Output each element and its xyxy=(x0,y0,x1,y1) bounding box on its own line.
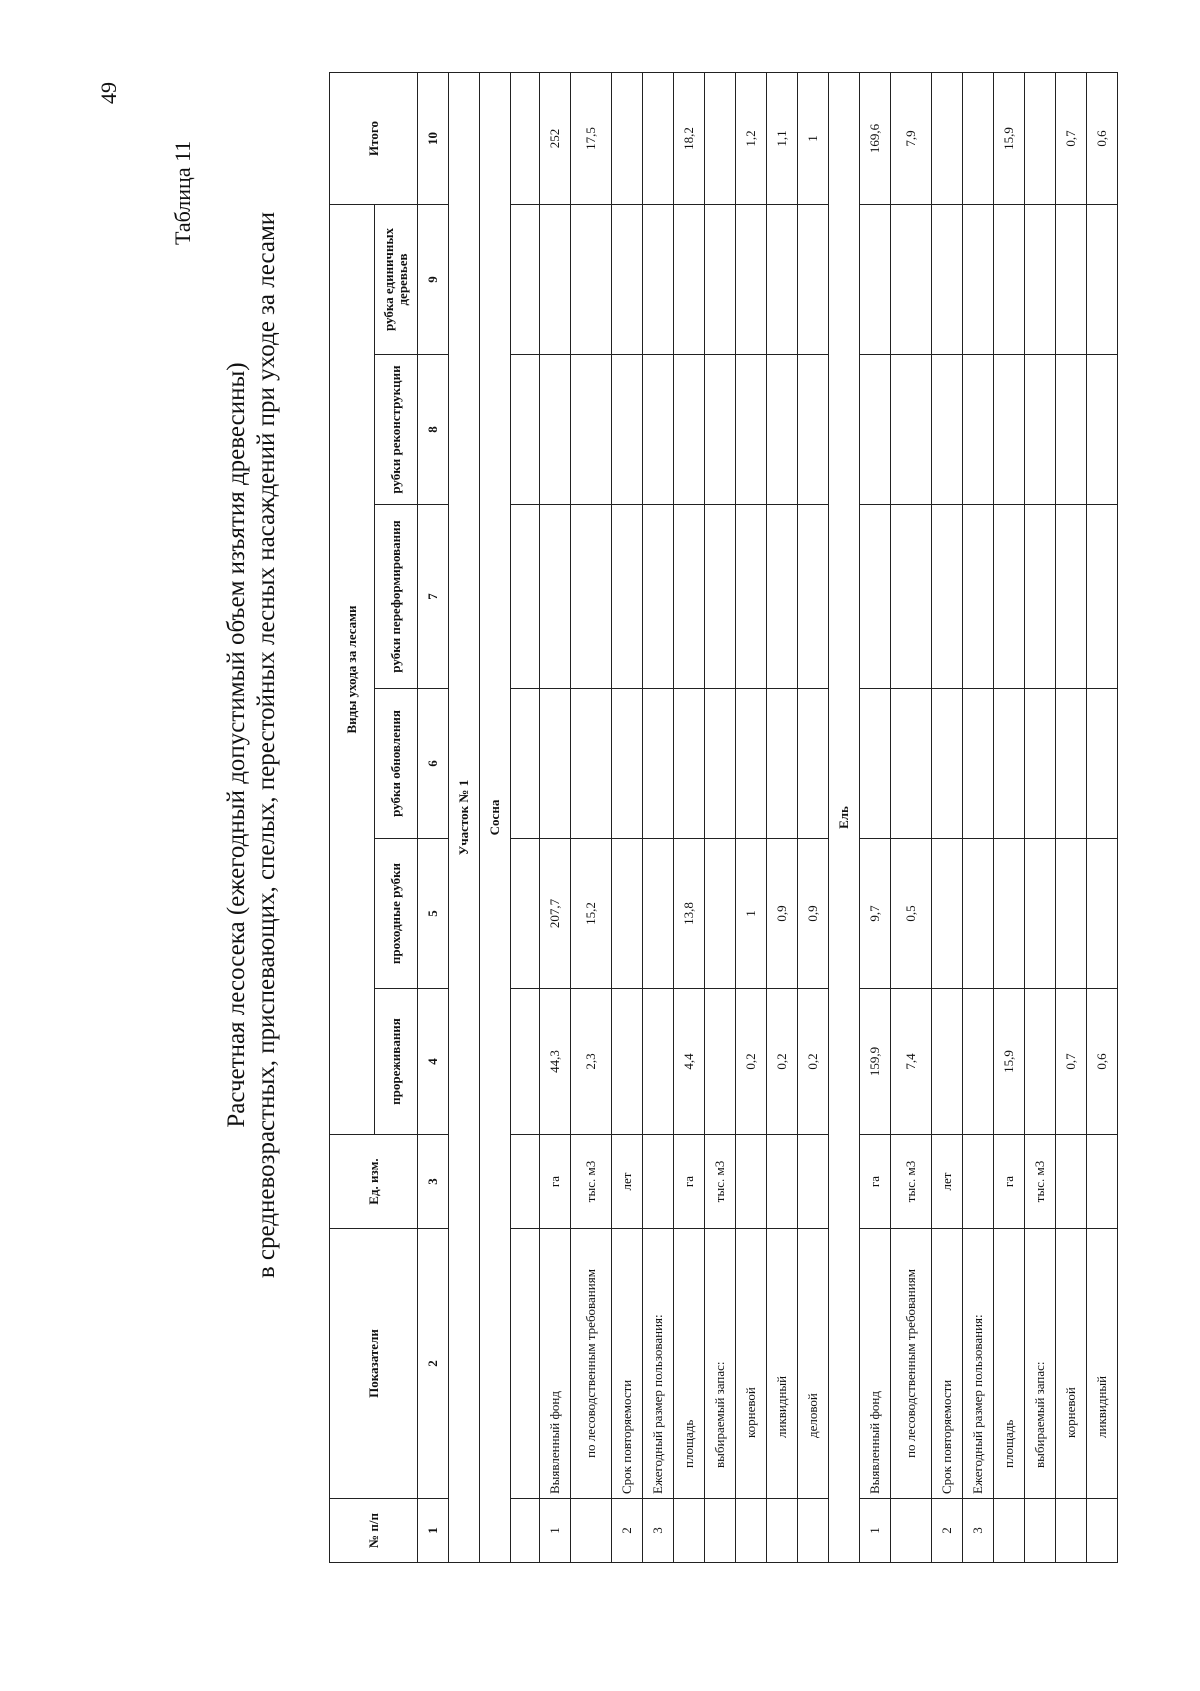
indicator-cell: Выявленный фонд xyxy=(860,1229,891,1499)
indicator-cell: выбираемый запас: xyxy=(705,1229,736,1499)
reform-value-cell xyxy=(932,505,963,689)
reform-value-cell xyxy=(1056,505,1087,689)
total-value-cell xyxy=(612,72,643,204)
thinning-value-cell: 0,2 xyxy=(736,989,767,1135)
reform-value-cell xyxy=(860,505,891,689)
total-value-cell: 0,6 xyxy=(1087,72,1118,204)
unit-cell xyxy=(1056,1135,1087,1229)
header-passage: проходные рубки xyxy=(375,839,418,989)
thinning-value-cell: 15,9 xyxy=(994,989,1025,1135)
single-trees-value-cell xyxy=(612,204,643,354)
total-value-cell xyxy=(1025,72,1056,204)
thinning-value-cell xyxy=(643,989,674,1135)
header-reconstruction: рубки реконструкции xyxy=(375,355,418,505)
total-value-cell: 1,2 xyxy=(736,72,767,204)
indicator-cell: корневой xyxy=(736,1229,767,1499)
reform-value-cell xyxy=(798,505,829,689)
table-row xyxy=(963,72,994,1562)
unit-cell: лет xyxy=(932,1135,963,1229)
reform-value-cell xyxy=(511,505,540,689)
column-number-cell: 9 xyxy=(418,204,449,354)
total-value-cell: 169,6 xyxy=(860,72,891,204)
total-value-cell: 17,5 xyxy=(571,72,612,204)
reconstruction-value-cell xyxy=(994,355,1025,505)
reform-value-cell xyxy=(1025,505,1056,689)
renewal-value-cell xyxy=(705,689,736,839)
renewal-value-cell xyxy=(1087,689,1118,839)
reconstruction-value-cell xyxy=(767,355,798,505)
row-number-cell xyxy=(1025,1499,1056,1563)
reconstruction-value-cell xyxy=(571,355,612,505)
thinning-value-cell: 0,6 xyxy=(1087,989,1118,1135)
single-trees-value-cell xyxy=(1087,204,1118,354)
reform-value-cell xyxy=(1087,505,1118,689)
reform-value-cell xyxy=(994,505,1025,689)
reconstruction-value-cell xyxy=(860,355,891,505)
indicator-cell: по лесоводственным требованиям xyxy=(571,1229,612,1499)
column-number-cell: 2 xyxy=(418,1229,449,1499)
header-unit: Ед. изм. xyxy=(330,1135,418,1229)
passage-value-cell xyxy=(1087,839,1118,989)
plot-title: Участок № 1 xyxy=(449,72,480,1562)
indicator-cell: по лесоводственным требованиям xyxy=(891,1229,932,1499)
row-number-cell xyxy=(736,1499,767,1563)
table-row xyxy=(891,72,932,1562)
passage-value-cell xyxy=(511,839,540,989)
unit-cell: тыс. м3 xyxy=(705,1135,736,1229)
reconstruction-value-cell xyxy=(932,355,963,505)
table-label: Таблица 11 xyxy=(170,140,195,245)
reconstruction-value-cell xyxy=(612,355,643,505)
header-num: № п/п xyxy=(330,1499,418,1563)
row-number-cell xyxy=(798,1499,829,1563)
allowable-cut-table xyxy=(329,72,1118,1563)
unit-cell xyxy=(1087,1135,1118,1229)
single-trees-value-cell xyxy=(1025,204,1056,354)
species-row xyxy=(480,72,511,1562)
total-value-cell: 1 xyxy=(798,72,829,204)
passage-value-cell: 13,8 xyxy=(674,839,705,989)
table-row xyxy=(1025,72,1056,1562)
reform-value-cell xyxy=(540,505,571,689)
total-value-cell: 0,7 xyxy=(1056,72,1087,204)
page-number: 49 xyxy=(96,82,121,104)
reconstruction-value-cell xyxy=(1056,355,1087,505)
single-trees-value-cell xyxy=(932,204,963,354)
header-reform: рубки переформирования xyxy=(375,505,418,689)
plot-title-row xyxy=(449,72,480,1562)
indicator-cell: Ежегодный размер пользования: xyxy=(643,1229,674,1499)
header-thinning: прореживания xyxy=(375,989,418,1135)
title-line-2: в средневозрастных, приспевающих, спелых, перестойных лесных насаждений при уходе за лесами xyxy=(253,211,280,1279)
row-number-cell xyxy=(1087,1499,1118,1563)
passage-value-cell: 207,7 xyxy=(540,839,571,989)
passage-value-cell: 0,9 xyxy=(798,839,829,989)
indicator-cell: Ежегодный размер пользования: xyxy=(963,1229,994,1499)
single-trees-value-cell xyxy=(705,204,736,354)
single-trees-value-cell xyxy=(767,204,798,354)
column-number-cell: 3 xyxy=(418,1135,449,1229)
single-trees-value-cell xyxy=(963,204,994,354)
renewal-value-cell xyxy=(798,689,829,839)
indicator-cell: деловой xyxy=(798,1229,829,1499)
indicator-cell: выбираемый запас: xyxy=(1025,1229,1056,1499)
header-single-trees: рубка единичных деревьев xyxy=(375,204,418,354)
thinning-value-cell: 159,9 xyxy=(860,989,891,1135)
renewal-value-cell xyxy=(571,689,612,839)
renewal-value-cell xyxy=(860,689,891,839)
reform-value-cell xyxy=(571,505,612,689)
reform-value-cell xyxy=(963,505,994,689)
table-row xyxy=(643,72,674,1562)
single-trees-value-cell xyxy=(860,204,891,354)
single-trees-value-cell xyxy=(540,204,571,354)
unit-cell xyxy=(963,1135,994,1229)
species-name: Ель xyxy=(829,72,860,1562)
single-trees-value-cell xyxy=(674,204,705,354)
unit-cell: га xyxy=(674,1135,705,1229)
header-renewal: рубки обновления xyxy=(375,689,418,839)
indicator-cell: корневой xyxy=(1056,1229,1087,1499)
total-value-cell xyxy=(643,72,674,204)
total-value-cell xyxy=(511,72,540,204)
thinning-value-cell xyxy=(932,989,963,1135)
single-trees-value-cell xyxy=(511,204,540,354)
title-line-1: Расчетная лесосека (ежегодный допустимый объем изъятия древесины) xyxy=(223,362,250,1128)
renewal-value-cell xyxy=(1056,689,1087,839)
renewal-value-cell xyxy=(612,689,643,839)
indicator-cell: ликвидный xyxy=(767,1229,798,1499)
reform-value-cell xyxy=(705,505,736,689)
passage-value-cell xyxy=(963,839,994,989)
species-row xyxy=(829,72,860,1562)
total-value-cell: 18,2 xyxy=(674,72,705,204)
passage-value-cell: 15,2 xyxy=(571,839,612,989)
renewal-value-cell xyxy=(891,689,932,839)
thinning-value-cell xyxy=(612,989,643,1135)
single-trees-value-cell xyxy=(798,204,829,354)
unit-cell: га xyxy=(994,1135,1025,1229)
unit-cell xyxy=(767,1135,798,1229)
table-body xyxy=(449,72,1118,1562)
unit-cell: тыс. м3 xyxy=(1025,1135,1056,1229)
row-number-cell xyxy=(571,1499,612,1563)
indicator-cell: Срок повторяемости xyxy=(932,1229,963,1499)
table-row xyxy=(511,72,540,1562)
row-number-cell: 3 xyxy=(643,1499,674,1563)
renewal-value-cell xyxy=(511,689,540,839)
passage-value-cell: 0,5 xyxy=(891,839,932,989)
passage-value-cell xyxy=(612,839,643,989)
table-row xyxy=(540,72,571,1562)
reconstruction-value-cell xyxy=(736,355,767,505)
column-number-cell: 1 xyxy=(418,1499,449,1563)
indicator-cell xyxy=(511,1229,540,1499)
unit-cell: тыс. м3 xyxy=(571,1135,612,1229)
renewal-value-cell xyxy=(736,689,767,839)
header-total: Итого xyxy=(330,72,418,204)
column-number-cell: 6 xyxy=(418,689,449,839)
passage-value-cell: 9,7 xyxy=(860,839,891,989)
single-trees-value-cell xyxy=(1056,204,1087,354)
reconstruction-value-cell xyxy=(705,355,736,505)
total-value-cell: 7,9 xyxy=(891,72,932,204)
total-value-cell xyxy=(705,72,736,204)
table-row xyxy=(736,72,767,1562)
row-number-cell: 1 xyxy=(860,1499,891,1563)
column-number-cell: 4 xyxy=(418,989,449,1135)
passage-value-cell xyxy=(643,839,674,989)
unit-cell xyxy=(736,1135,767,1229)
indicator-cell: Срок повторяемости xyxy=(612,1229,643,1499)
thinning-value-cell: 4,4 xyxy=(674,989,705,1135)
column-number-cell: 5 xyxy=(418,839,449,989)
thinning-value-cell: 7,4 xyxy=(891,989,932,1135)
reconstruction-value-cell xyxy=(798,355,829,505)
column-number-row xyxy=(418,72,449,1562)
passage-value-cell xyxy=(705,839,736,989)
renewal-value-cell xyxy=(674,689,705,839)
column-number-cell: 10 xyxy=(418,72,449,204)
row-number-cell xyxy=(891,1499,932,1563)
total-value-cell: 1,1 xyxy=(767,72,798,204)
thinning-value-cell xyxy=(1025,989,1056,1135)
thinning-value-cell: 0,2 xyxy=(767,989,798,1135)
indicator-cell: ликвидный xyxy=(1087,1229,1118,1499)
row-number-cell: 2 xyxy=(932,1499,963,1563)
header-indicator: Показатели xyxy=(330,1229,418,1499)
reform-value-cell xyxy=(674,505,705,689)
single-trees-value-cell xyxy=(891,204,932,354)
table-row xyxy=(571,72,612,1562)
thinning-value-cell: 2,3 xyxy=(571,989,612,1135)
indicator-cell: площадь xyxy=(674,1229,705,1499)
unit-cell xyxy=(511,1135,540,1229)
table-row xyxy=(1056,72,1087,1562)
row-number-cell xyxy=(705,1499,736,1563)
row-number-cell xyxy=(1056,1499,1087,1563)
single-trees-value-cell xyxy=(994,204,1025,354)
reconstruction-value-cell xyxy=(674,355,705,505)
unit-cell xyxy=(643,1135,674,1229)
reconstruction-value-cell xyxy=(540,355,571,505)
renewal-value-cell xyxy=(963,689,994,839)
reform-value-cell xyxy=(736,505,767,689)
total-value-cell xyxy=(932,72,963,204)
total-value-cell: 252 xyxy=(540,72,571,204)
renewal-value-cell xyxy=(767,689,798,839)
table-wrapper xyxy=(329,73,1118,1563)
reform-value-cell xyxy=(612,505,643,689)
row-number-cell: 3 xyxy=(963,1499,994,1563)
total-value-cell xyxy=(963,72,994,204)
table-row xyxy=(994,72,1025,1562)
unit-cell: га xyxy=(540,1135,571,1229)
thinning-value-cell: 0,2 xyxy=(798,989,829,1135)
indicator-cell: площадь xyxy=(994,1229,1025,1499)
unit-cell: лет xyxy=(612,1135,643,1229)
single-trees-value-cell xyxy=(643,204,674,354)
row-number-cell xyxy=(511,1499,540,1563)
single-trees-value-cell xyxy=(571,204,612,354)
renewal-value-cell xyxy=(994,689,1025,839)
renewal-value-cell xyxy=(1025,689,1056,839)
thinning-value-cell: 0,7 xyxy=(1056,989,1087,1135)
passage-value-cell xyxy=(1056,839,1087,989)
renewal-value-cell xyxy=(540,689,571,839)
species-name: Сосна xyxy=(480,72,511,1562)
unit-cell xyxy=(798,1135,829,1229)
column-number-cell: 8 xyxy=(418,355,449,505)
thinning-value-cell xyxy=(511,989,540,1135)
reconstruction-value-cell xyxy=(1025,355,1056,505)
reform-value-cell xyxy=(891,505,932,689)
table-row xyxy=(612,72,643,1562)
passage-value-cell xyxy=(994,839,1025,989)
row-number-cell: 2 xyxy=(612,1499,643,1563)
table-row xyxy=(1087,72,1118,1562)
row-number-cell xyxy=(767,1499,798,1563)
thinning-value-cell xyxy=(963,989,994,1135)
reform-value-cell xyxy=(767,505,798,689)
reconstruction-value-cell xyxy=(963,355,994,505)
reconstruction-value-cell xyxy=(511,355,540,505)
thinning-value-cell xyxy=(705,989,736,1135)
table-title xyxy=(222,180,282,1310)
total-value-cell: 15,9 xyxy=(994,72,1025,204)
renewal-value-cell xyxy=(643,689,674,839)
passage-value-cell xyxy=(932,839,963,989)
indicator-cell: Выявленный фонд xyxy=(540,1229,571,1499)
single-trees-value-cell xyxy=(736,204,767,354)
row-number-cell xyxy=(994,1499,1025,1563)
renewal-value-cell xyxy=(932,689,963,839)
table-row xyxy=(860,72,891,1562)
reconstruction-value-cell xyxy=(891,355,932,505)
passage-value-cell: 1 xyxy=(736,839,767,989)
column-number-cell: 7 xyxy=(418,505,449,689)
reform-value-cell xyxy=(643,505,674,689)
table-row xyxy=(932,72,963,1562)
reconstruction-value-cell xyxy=(643,355,674,505)
table-row xyxy=(674,72,705,1562)
passage-value-cell: 0,9 xyxy=(767,839,798,989)
thinning-value-cell: 44,3 xyxy=(540,989,571,1135)
table-row xyxy=(767,72,798,1562)
reconstruction-value-cell xyxy=(1087,355,1118,505)
row-number-cell xyxy=(674,1499,705,1563)
passage-value-cell xyxy=(1025,839,1056,989)
unit-cell: га xyxy=(860,1135,891,1229)
table-row xyxy=(798,72,829,1562)
row-number-cell: 1 xyxy=(540,1499,571,1563)
table-row xyxy=(705,72,736,1562)
header-care-types: Виды ухода за лесами xyxy=(330,204,375,1134)
unit-cell: тыс. м3 xyxy=(891,1135,932,1229)
